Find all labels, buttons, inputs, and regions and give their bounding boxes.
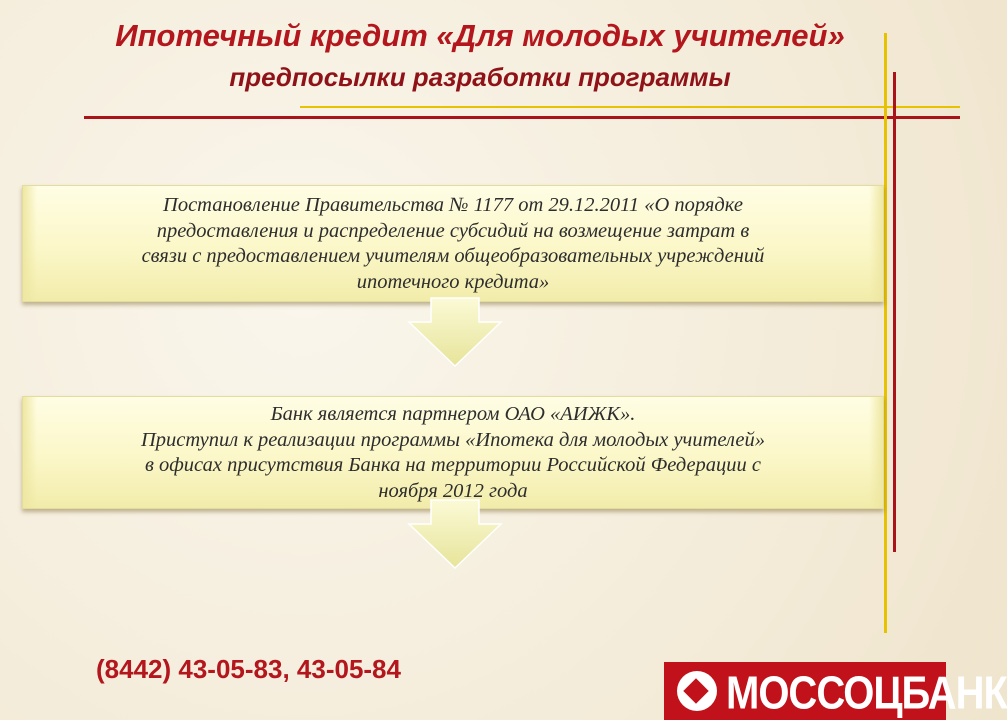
page-subtitle: предпосылки разработки программы [229, 62, 731, 92]
decree-line: связи с предоставлением учителям общеобразовательных учреждений [141, 245, 765, 267]
decree-line: Постановление Правительства № 1177 от 29.12.2011 «О порядке [163, 194, 743, 216]
logo-emblem-icon [677, 671, 717, 711]
yellow-vertical-rule [884, 33, 887, 633]
bank-partner-block [22, 396, 884, 509]
decree-line: ипотечного кредита» [356, 270, 550, 293]
decree-block [22, 185, 884, 302]
bank-logo [664, 662, 1007, 720]
decree-line: предоставления и распределение субсидий на возмещение затрат в [156, 219, 750, 242]
logo-wordmark: МОССОЦБАНК [726, 668, 1007, 719]
bank-line: в офисах присутствия Банка на территории Российской Федерации с [144, 454, 762, 476]
page-title: Ипотечный кредит «Для молодых учителей» [115, 18, 845, 53]
bank-line: Приступил к реализации программы «Ипотека для молодых учителей» [140, 428, 766, 451]
bank-line: Банк является партнером ОАО «АИЖК». [270, 403, 636, 425]
down-arrow-icon [405, 500, 505, 570]
red-horizontal-rule [84, 116, 960, 119]
down-arrow-icon [405, 298, 505, 368]
red-vertical-rule [893, 72, 896, 552]
contact-phone: (8442) 43-05-83, 43-05-84 [96, 654, 401, 684]
bank-line: ноября 2012 года [378, 479, 528, 502]
yellow-horizontal-rule [300, 106, 960, 108]
